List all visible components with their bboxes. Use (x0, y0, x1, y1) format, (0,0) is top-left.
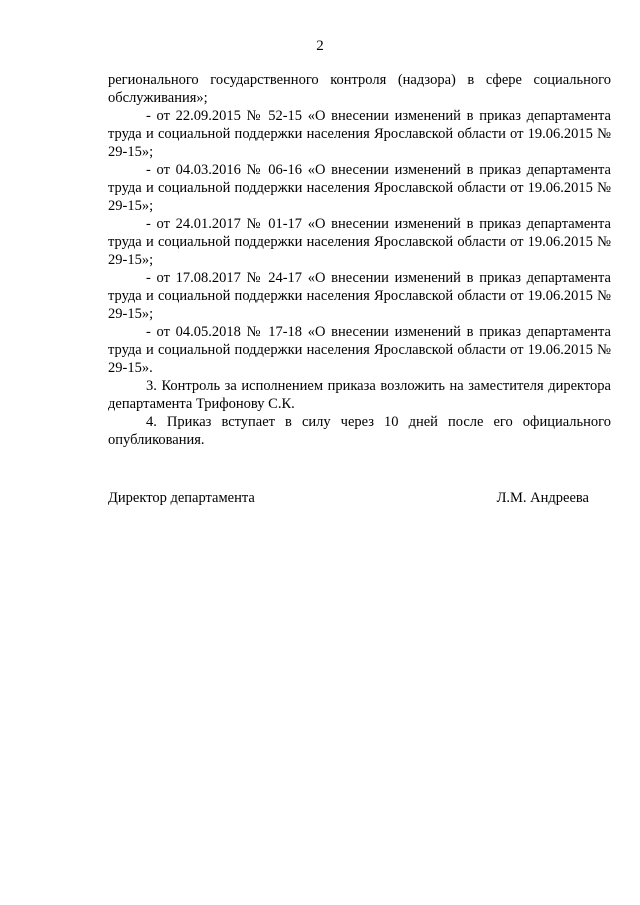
page-number: 2 (316, 38, 324, 54)
list-item-order-06-16: - от 04.03.2016 № 06-16 «О внесении изменений в приказ департамента труда и социальной поддержки населения Ярославской области от 19.06.2015 № 29-15»; (108, 162, 611, 214)
document-body (108, 71, 611, 449)
paragraph-continuation: регионального государственного контроля (надзора) в сфере социального обслуживания»; (108, 72, 611, 106)
signatory-position: Директор департамента (108, 490, 255, 506)
list-item-order-01-17: - от 24.01.2017 № 01-17 «О внесении изменений в приказ департамента труда и социальной поддержки населения Ярославской области от 19.06.2015 № 29-15»; (108, 216, 611, 268)
signatory-name: Л.М. Андреева (496, 490, 589, 506)
list-item-order-52-15: - от 22.09.2015 № 52-15 «О внесении изменений в приказ департамента труда и социальной поддержки населения Ярославской области от 19.06.2015 № 29-15»; (108, 108, 611, 160)
list-item-order-17-18: - от 04.05.2018 № 17-18 «О внесении изменений в приказ департамента труда и социальной поддержки населения Ярославской области от 19.06.2015 № 29-15». (108, 324, 611, 376)
signature-block (108, 489, 589, 507)
paragraph-item-3: 3. Контроль за исполнением приказа возложить на заместителя директора департамента Трифонову С.К. (108, 378, 611, 412)
list-item-order-24-17: - от 17.08.2017 № 24-17 «О внесении изменений в приказ департамента труда и социальной поддержки населения Ярославской области от 19.06.2015 № 29-15»; (108, 270, 611, 322)
paragraph-item-4: 4. Приказ вступает в силу через 10 дней после его официального опубликования. (108, 414, 611, 448)
